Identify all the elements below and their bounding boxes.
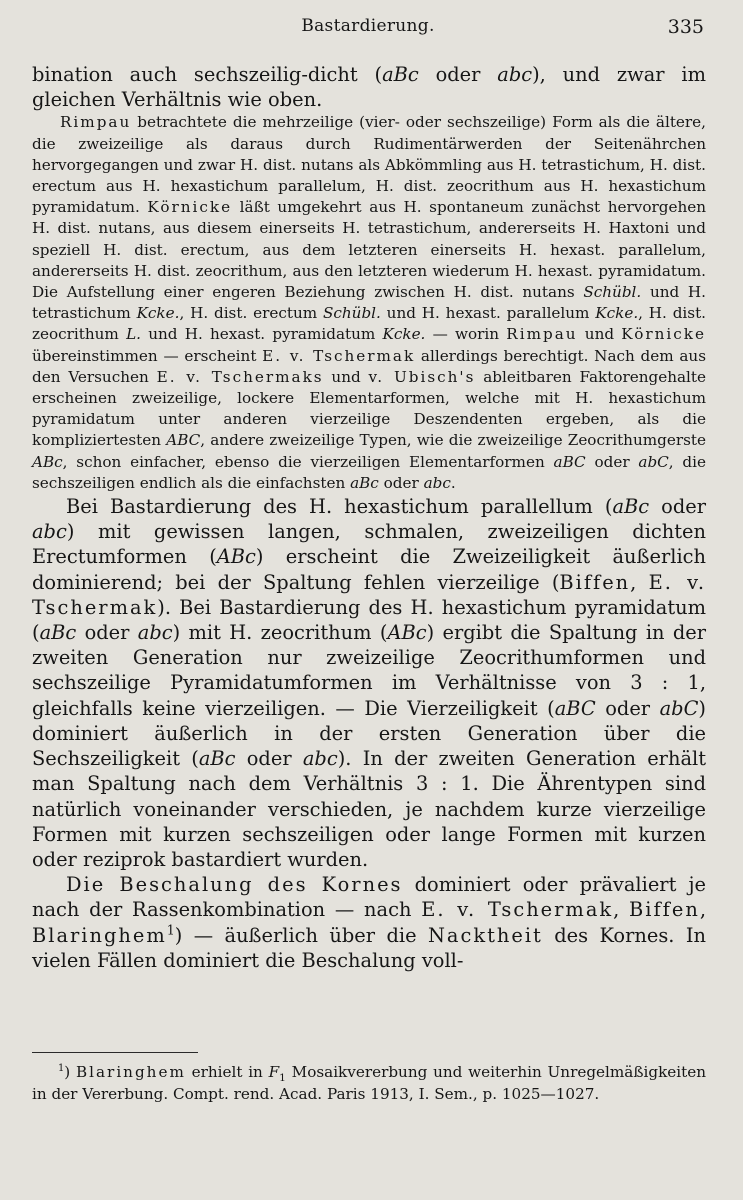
running-head: Bastardierung.: [301, 16, 435, 36]
footnote-reference: 1: [166, 922, 175, 938]
paragraph-rimpau: Rimpau betrachtete die mehrzeilige (vier- oder sechszeilige) Form als die ältere, die zweizeilige als daraus durch Rudimentärwerden der Seitenährchen hervorgegangen und zwar H. dist. nutans als Abkömmling aus H. tetrastichum, H. dist. erectum aus H. hexastichum parallelum, H. dist. zeocrithum aus H. hexastichum pyramidatum. Körnicke läßt umgekehrt aus H. spontaneum zunächst hervorgehen H. dist. nutans, aus diesem einerseits H. tetrastichum, andererseits H. Haxtoni und speziell H. dist. erectum, aus dem letzteren einerseits H. hexast. parallelum, andererseits H. dist. zeocrithum, aus den letzteren wiederum H. hexast. pyramidatum. Die Aufstellung einer engeren Beziehung zwischen H. dist. nutans Schübl. und H. tetrastichum Kcke., H. dist. erectum Schübl. und H. hexast. parallelum Kcke., H. dist. zeocrithum L. und H. hexast. pyramidatum Kcke. — worin Rimpau und Körnicke übereinstimmen — erscheint E. v. Tschermak allerdings berechtigt. Nach dem aus den Versuchen E. v. Tschermaks und v. Ubisch's ableitbaren Faktorengehalte erscheinen zweizeilige, lockere Elementarformen, welche mit H. hexastichum pyramidatum unter anderen vierzeilige Deszendenten ergeben, als die kompliziertesten ABC, andere zweizeilige Typen, wie die zweizeilige Zeocrithumgerste ABc, schon einfacher, ebenso die vierzeiligen Elementarformen aBC oder abC, die sechszeiligen endlich als die einfachsten aBc oder abc.: [32, 113, 707, 492]
footnote-divider: [32, 1052, 198, 1053]
footnote-text: $^1$) Blaringhem erhielt in $F_1$ Mosaikvererbung und weiterhin Unregelmäßigkeiten in der Vererbung. Compt. rend. Acad. Paris 1913, I. Sem., p. 1025—1027.: [32, 1062, 706, 1103]
paragraph-bastardierung: Bei Bastardierung des H. hexastichum parallellum (aBc oder abc) mit gewissen langen, schmalen, zweizeiligen dichten Erectumformen (ABc) erscheint die Zweizeiligkeit äußerlich dominierend; bei der Spaltung fehlen vierzeilige (Biffen, E. v. Tschermak). Bei Bastardierung des H. hexastichum pyramidatum (aBc oder abc) mit H. zeocrithum (ABc) ergibt die Spaltung in der zweiten Generation nur zweizeilige Zeocrithumformen und sechszeilige Pyramidatumformen im Verhältnisse von 3 : 1, gleichfalls keine vierzeiligen. — Die Vierzeiligkeit (aBC oder abC) dominiert äußerlich in der ersten Generation über die Sechszeiligkeit (aBc oder abc). In der zweiten Generation erhält man Spaltung nach dem Verhältnis 3 : 1. Die Ährentypen sind natürlich voneinander verschieden, je nachdem kurze vierzeilige Formen mit kurzen sechszeiligen oder lange Formen mit kurzen oder reziprok bastardiert wurden.: [32, 495, 707, 871]
footnote-mark: 1: [58, 1062, 65, 1074]
paragraph-continuation: bination auch sechszeilig-dicht (aBc oder abc), und zwar im gleichen Verhältnis wie oben.: [32, 63, 706, 112]
footnote: [32, 1061, 706, 1105]
page-body: [32, 62, 706, 973]
page-header: [32, 16, 704, 44]
paragraph-beschalung: Die Beschalung des Kornes dominiert oder prävaliert je nach der Rassenkombination — nach E. v. Tschermak, Biffen, Blaringhem$^1$) — äußerlich über die Nacktheit des Kornes. In vielen Fällen dominiert die Beschalung voll-: [32, 873, 706, 972]
page-number: 335: [667, 16, 704, 38]
